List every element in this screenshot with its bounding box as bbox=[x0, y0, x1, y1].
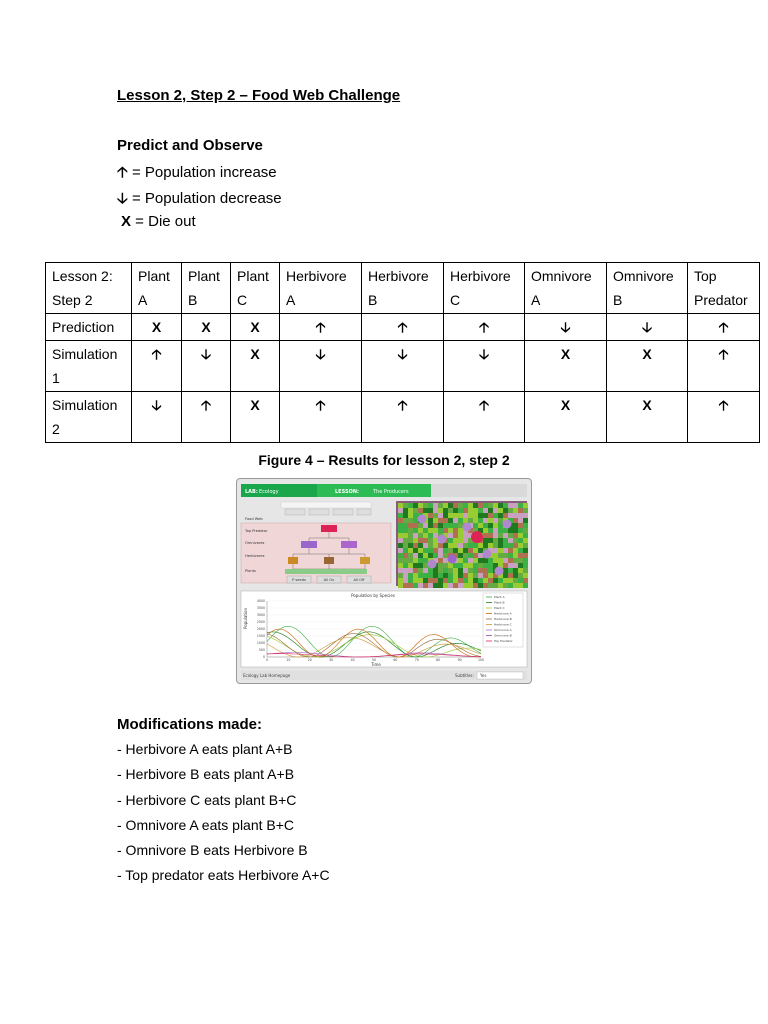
table-header-cell bbox=[280, 263, 362, 314]
x-tick-label: 100 bbox=[477, 658, 485, 662]
legend-text: = Die out bbox=[131, 213, 196, 230]
top-predator-node[interactable] bbox=[321, 525, 337, 532]
header-line: B bbox=[188, 292, 198, 308]
x-tick-label: 80 bbox=[436, 658, 441, 662]
simulation-svg bbox=[237, 479, 531, 683]
modification-item: - Top predator eats Herbivore A+C bbox=[117, 867, 330, 883]
x-tick-label: 70 bbox=[414, 658, 419, 662]
x-tick-label: 40 bbox=[350, 658, 355, 662]
prediction-table bbox=[45, 262, 760, 443]
control-button[interactable] bbox=[357, 509, 371, 515]
x-tick-label: 60 bbox=[393, 658, 398, 662]
ecosystem-view bbox=[398, 503, 528, 588]
arrow-up-icon: 🡡 bbox=[688, 392, 760, 443]
arrow-down-icon: 🡣 bbox=[362, 341, 444, 392]
control-button[interactable] bbox=[333, 509, 353, 515]
legend-entry: Plant C bbox=[494, 606, 505, 610]
legend-increase bbox=[117, 162, 277, 187]
header-line: Top bbox=[694, 268, 717, 284]
modification-item: - Herbivore A eats plant A+B bbox=[117, 741, 293, 757]
web-label: Food Web bbox=[245, 517, 263, 521]
y-tick-label: 0 bbox=[262, 655, 265, 659]
page-title: Lesson 2, Step 2 – Food Web Challenge bbox=[117, 87, 401, 104]
table-header-cell bbox=[231, 263, 280, 314]
herbivore-a-node[interactable] bbox=[288, 557, 298, 564]
header-line: Herbivore bbox=[286, 268, 347, 284]
x-mark: X bbox=[525, 341, 607, 392]
row-label: Simulation 1 bbox=[46, 341, 132, 392]
legend-decrease bbox=[117, 188, 282, 213]
header-line: A bbox=[138, 292, 148, 308]
web-label: Plants bbox=[245, 569, 256, 573]
header-line: A bbox=[531, 292, 541, 308]
x-tick-label: 20 bbox=[307, 658, 312, 662]
legend-entry: Omnivore B bbox=[494, 633, 512, 638]
web-label: Top Predator bbox=[245, 529, 268, 533]
arrow-up-icon: 🡡 bbox=[688, 341, 760, 392]
x-tick-label: 30 bbox=[329, 658, 334, 662]
subtitles-value: Yes bbox=[480, 673, 487, 678]
header-line: C bbox=[450, 292, 461, 308]
legend-die-out bbox=[121, 213, 196, 230]
arrow-up-icon: 🡡 bbox=[117, 164, 128, 181]
y-tick-label: 2500 bbox=[256, 620, 265, 624]
graph-title: Population by Species bbox=[351, 593, 395, 598]
header-line: Omnivore bbox=[613, 268, 674, 284]
table-header-cell bbox=[182, 263, 231, 314]
header-line: Herbivore bbox=[450, 268, 511, 284]
table-row bbox=[46, 341, 760, 392]
table-header-cell bbox=[525, 263, 607, 314]
section-heading: Predict and Observe bbox=[117, 137, 263, 154]
omnivore-b-node[interactable] bbox=[341, 541, 357, 548]
table-header-cell bbox=[46, 263, 132, 314]
lab-label: LAB: bbox=[245, 489, 258, 495]
web-label: Omnivores bbox=[245, 541, 265, 545]
row-label: Prediction bbox=[46, 314, 132, 341]
header-line: B bbox=[613, 292, 623, 308]
control-button[interactable] bbox=[285, 509, 305, 515]
header-line: Lesson 2: bbox=[52, 268, 113, 284]
x-mark: X bbox=[231, 392, 280, 443]
arrow-up-icon: 🡡 bbox=[362, 314, 444, 341]
arrow-up-icon: 🡡 bbox=[280, 392, 362, 443]
table-header-cell bbox=[444, 263, 525, 314]
header-line: Plant bbox=[138, 268, 170, 284]
legend-entry: Plant B bbox=[494, 600, 505, 605]
y-tick-label: 500 bbox=[258, 648, 265, 652]
header-line: C bbox=[237, 292, 248, 308]
arrow-up-icon: 🡡 bbox=[444, 392, 525, 443]
herbivore-b-node[interactable] bbox=[324, 557, 334, 564]
legend-text: = Population decrease bbox=[127, 190, 282, 207]
modifications-heading: Modifications made: bbox=[117, 716, 263, 733]
arrow-down-icon: 🡣 bbox=[525, 314, 607, 341]
graph-xlabel: Time bbox=[371, 662, 381, 667]
header-line: Step 2 bbox=[52, 292, 93, 308]
header-line: B bbox=[368, 292, 378, 308]
arrow-up-icon: 🡡 bbox=[132, 341, 182, 392]
lab-value: Ecology bbox=[259, 489, 279, 495]
x-tick-label: 0 bbox=[265, 658, 269, 662]
control-button[interactable] bbox=[309, 509, 329, 515]
table-header-cell bbox=[688, 263, 760, 314]
legend-entry: Herbivore B bbox=[494, 617, 512, 621]
table-header-cell bbox=[362, 263, 444, 314]
arrow-down-icon: 🡣 bbox=[182, 341, 231, 392]
x-mark: X bbox=[231, 341, 280, 392]
header-line: Plant bbox=[237, 268, 269, 284]
footer-subtitles-label: Subtitles: bbox=[455, 673, 474, 678]
modification-item: - Omnivore A eats plant B+C bbox=[117, 817, 295, 833]
table-row bbox=[46, 314, 760, 341]
legend-entry: Plant A bbox=[494, 595, 505, 599]
y-tick-label: 1500 bbox=[256, 634, 265, 638]
plant-button-label: All Off bbox=[353, 578, 365, 582]
x-tick-label: 50 bbox=[371, 658, 377, 662]
x-mark: X bbox=[607, 341, 688, 392]
graph-ylabel: Population bbox=[243, 607, 248, 629]
lesson-label: LESSON: bbox=[335, 489, 360, 495]
row-label: Simulation 2 bbox=[46, 392, 132, 443]
arrow-up-icon: 🡡 bbox=[280, 314, 362, 341]
table-header-cell bbox=[607, 263, 688, 314]
modification-item: - Omnivore B eats Herbivore B bbox=[117, 842, 308, 858]
y-tick-label: 2000 bbox=[256, 627, 265, 631]
x-tick-label: 10 bbox=[286, 658, 291, 662]
x-mark: X bbox=[525, 392, 607, 443]
arrow-down-icon: 🡣 bbox=[117, 190, 128, 207]
x-tick-label: 90 bbox=[457, 658, 462, 662]
herbivore-c-node[interactable] bbox=[360, 557, 370, 564]
arrow-up-icon: 🡡 bbox=[362, 392, 444, 443]
x-mark: X bbox=[231, 314, 280, 341]
plant-button-label: P seeds bbox=[292, 578, 306, 582]
footer-homepage-link[interactable]: Ecology Lab Homepage bbox=[243, 673, 291, 678]
arrow-down-icon: 🡣 bbox=[607, 314, 688, 341]
header-line: Herbivore bbox=[368, 268, 429, 284]
table-row bbox=[46, 392, 760, 443]
arrow-up-icon: 🡡 bbox=[444, 314, 525, 341]
omnivore-a-node[interactable] bbox=[301, 541, 317, 548]
table-header-row bbox=[46, 263, 760, 314]
lesson-value: The Producers bbox=[373, 489, 409, 495]
y-tick-label: 4000 bbox=[256, 599, 265, 603]
x-mark: X bbox=[182, 314, 231, 341]
y-tick-label: 3000 bbox=[256, 613, 265, 617]
modification-item: - Herbivore B eats plant A+B bbox=[117, 766, 295, 782]
legend-entry: Omnivore A bbox=[494, 628, 512, 632]
arrow-down-icon: 🡣 bbox=[444, 341, 525, 392]
arrow-down-icon: 🡣 bbox=[280, 341, 362, 392]
y-tick-label: 1000 bbox=[256, 641, 265, 645]
arrow-up-icon: 🡡 bbox=[688, 314, 760, 341]
modification-item: - Herbivore C eats plant B+C bbox=[117, 792, 297, 808]
arrow-down-icon: 🡣 bbox=[132, 392, 182, 443]
legend-text: = Population increase bbox=[127, 164, 277, 181]
header-line: A bbox=[286, 292, 296, 308]
arrow-up-icon: 🡡 bbox=[182, 392, 231, 443]
header-line: Plant bbox=[188, 268, 220, 284]
header-line: Predator bbox=[694, 292, 748, 308]
x-mark: X bbox=[607, 392, 688, 443]
x-mark: X bbox=[132, 314, 182, 341]
simulation-screenshot bbox=[236, 478, 532, 684]
table-header-cell bbox=[132, 263, 182, 314]
legend-entry: Top Predator bbox=[494, 639, 513, 643]
plant-button-label: All On bbox=[323, 578, 335, 582]
x-mark: X bbox=[121, 213, 132, 230]
web-label: Herbivores bbox=[245, 554, 265, 558]
legend-entry: Herbivore C bbox=[494, 622, 512, 627]
legend-entry: Herbivore A bbox=[494, 611, 512, 616]
header-line: Omnivore bbox=[531, 268, 592, 284]
y-tick-label: 3500 bbox=[256, 606, 265, 610]
figure-caption: Figure 4 – Results for lesson 2, step 2 bbox=[258, 452, 510, 468]
